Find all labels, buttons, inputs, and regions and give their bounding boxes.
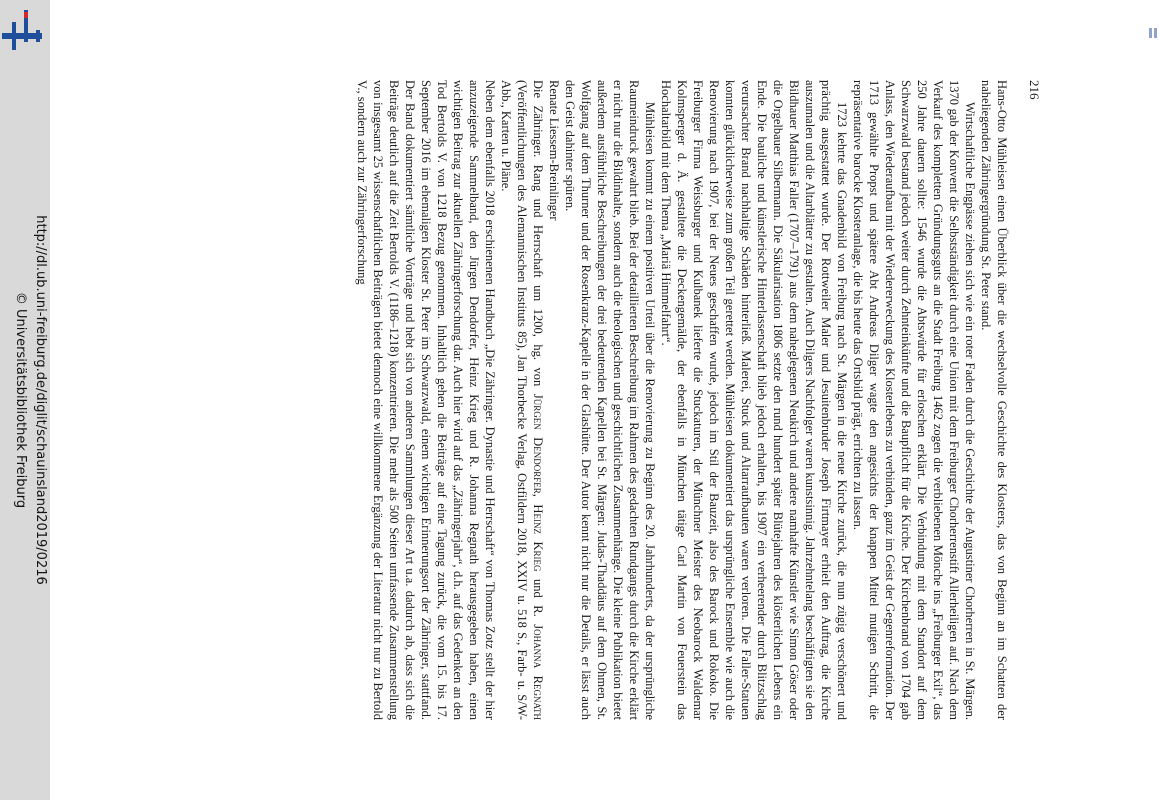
paragraph: 1723 kehrte das Gnadenbild von Freiburg nach St. Märgen in die neue Kirche zurück, die nun zügig verschönert und prächtig ausgestattet wurde. Der Rottweiler Maler und Jesuitenbruder Joseph Firtmayer erhielt den Auftrag, die Kirche auszumalen und die Altarblätter zu gestalten. Auch Dilgers Nachfolger waren kunstsinnig. Jahrzehntelang beschäftigten sie den Bildhauer Matthias Faller (1707–1791) aus dem naheglegenen Neukirch und andere namhafte Künstler wie Simon Göser oder die Orgelbauer Silbermann. Die Säkularisation 1806 setzte den rund hundert später Blütejahren des klösterlichen Lebens ein Ende. Die bauliche und künstlerische Hinterlassenschaft blieb jedoch erhalten, bis 1907 ein verheerender durch Blitzschlag verursachter Brand nachhaltige Schäden hinterließ. Malerei, Stuck und Altarraufbauten waren verloren. Die Faller-Statuen konnten glücklicherweise zum großen Teil gerettet werden. Mühleisen dokumentiert das ursprüngliche Ensemble wie auch die Renovierung nach 1907, bei der Neues geschaffen wurde, jedoch im Stil der Bauzeit, also des Barock und Rokoko. Die Freiburger Firma Weissburger und Kulbanek lieferte die Stuckaturen, der Münchner Meister des Neobarock Waldemar Kolmsperger d. Ä. gestaltete die Deckengemälde, der ebenfalls in München tätige Carl Martin von Feuerstein das Hochaltarbild mit dem Thema „Mariä Himmelfahrt“. bbox=[659, 80, 849, 720]
biblio-separator: , bbox=[531, 493, 545, 505]
editor-name: Jürgen Dendorfer bbox=[531, 393, 545, 494]
editor-name: Heinz Krieg bbox=[531, 504, 545, 572]
editor-name: Johanna Regnath bbox=[531, 624, 545, 721]
document-page bbox=[90, 30, 1050, 770]
page-scan bbox=[80, 0, 1060, 800]
page-number: 216 bbox=[1027, 80, 1042, 100]
reviewer-signature: Renate Liessem-Breinlinger bbox=[547, 80, 561, 221]
viewer-caption bbox=[0, 0, 50, 800]
source-url[interactable]: http://dl.ub.uni-freiburg.de/diglit/schauinsland2019/0216 bbox=[33, 215, 48, 585]
biblio-separator: und R. bbox=[531, 571, 545, 625]
biblio-title: Die Zähringer. Rang und Herrschaft um 1200, hg. von bbox=[531, 80, 545, 394]
copyright-notice: © Universitätsbibliothek Freiburg bbox=[13, 291, 28, 509]
biblio-details: (Veröffentlichungen des Alemannischen Instituts 85), Jan Thorbecke Verlag, Ostfildern 2018, XXIV u. 518 S., Farb- u. S/W-Abb., Karten u. Pläne. bbox=[499, 80, 529, 720]
paragraph: Mühleisen kommt zu einem positiven Urteil über die Renovierung zu Beginn des 20. Jahrhunderts, da der ursprüngliche Raumeindruck gewahrt blieb. Bei der detaillierten Beschreibung im Rahmen des gedachten Rundgangs durch die Kirche erklärt er nicht nur die Bildinhalte, sondern auch die theologischen und geschichtlichen Zusammenhänge. Die kleine Publikation bietet außerdem ausführliche Beschreibungen der drei bedeutenden Kapellen bei St. Märgen: Judas-Thaddäus auf dem Ohmen, St. Wolfgang auf dem Thurner und der Rosenkranz-Kapelle in der Glashütte. Der Autor kennt nicht nur die Details, er lässt auch den Geist dahinter spüren. bbox=[563, 80, 657, 720]
bibliographic-entry bbox=[498, 80, 546, 720]
text-column bbox=[110, 80, 1010, 720]
paragraph: Wirtschaftliche Engpässe ziehen sich wie ein roter Faden durch die Geschichte der Augustiner Chorherren in St. Märgen. 1370 gab der Konvent die Selbstständigkeit durch eine Union mit dem Freiburger Chorherrenstift Allerheiligen auf. Nach dem Verkauf des kompletten Gründungsguts an die Stadt Freiburg 1462 zogen die verbliebenen Mönche ins „Freiburger Exil“, das 250 Jahre dauern sollte: 1546 wurde die Abtswürde für erloschen erklärt. Die Verbindung mit dem Standort auf dem Schwarzwald bestand jedoch weiter durch Zehnteinkünfte und die Baupflicht für die Kirche. Der Kirchenbrand von 1704 gab Anlass, den Wiederaufbau mit der Wiedererweckung des Klosterlebens zu verbinden, ganz im Geist der Gegenreformation. Der 1713 gewählte Propst und spätere Abt Andreas Dilger wagte den angesichts der knappen Mittel mutigen Schritt, die repräsentative barocke Klosteranlage, die bis heute das Ortsbild prägt, errichten zu lassen. bbox=[851, 80, 977, 720]
paragraph: Hans-Otto Mühleisen einen Überblick über die wechselvolle Geschichte des Klosters, das von Beginn an im Schatten der naheliegenden Zähringergründung St. Peter stand. bbox=[979, 80, 1009, 720]
paragraph: Neben dem ebenfalls 2018 erschienenen Handbuch „Die Zähringer. Dynastie und Herrschaft“ von Thomas Zotz stellt der hier anzuzeigende Sammelband, den Jürgen Dendorfer, Heinz Krieg und R. Johanna Regnath herausgegeben haben, einen wichtigen Beitrag zur aktuellen Zähringerforschung dar. Auch hier wird auf das „Zähringerjahr“, d.h. auf das Gedenken an den Tod Bertolds V. von 1218 Bezug genommen. Inhaltlich gehen die Beiträge auf eine Tagung zurück, die vom 15. bis 17. September 2016 im ehemaligen Kloster St. Peter im Schwarzwald, einem wichtigen Erinnerungsort der Zähringer, stattfand. Der Band dokumentiert sämtliche Vorträge und hebt sich von anderen Sammlungen dieser Art u.a. dadurch ab, dass sich die Beiträge deutlich auf die Zeit Bertolds V. (1186–1218) konzentrieren. Die mehr als 500 Seiten umfassende Zusammenstellung von insgesamt 25 wissenschaftlichen Beiträgen bietet dennoch eine willkommene Ergänzung der Literatur nicht nur zu Bertold V., sondern auch zur Zähringerforschung bbox=[355, 80, 497, 720]
viewer-edge-icon bbox=[1148, 26, 1159, 40]
